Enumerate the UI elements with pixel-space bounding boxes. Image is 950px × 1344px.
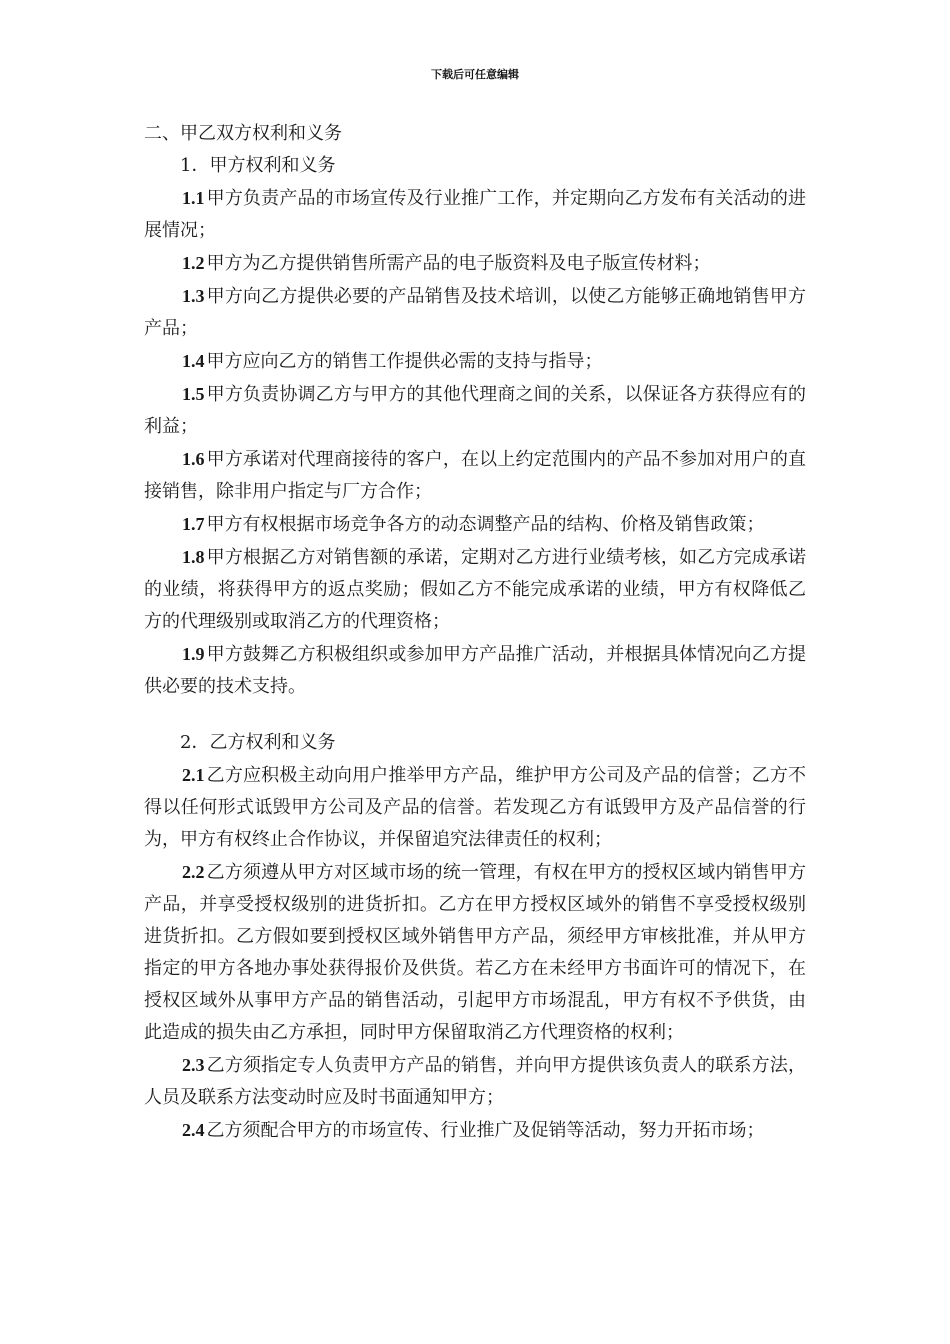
- clause-text: 乙方须遵从甲方对区域市场的统一管理，有权在甲方的授权区域内销售甲方产品，并享受授权级别的进货折扣。乙方在甲方授权区域外的销售不享受授权级别进货折扣。乙方假如要到授权区域外销售甲方产品，须经甲方审核批准，并从甲方指定的甲方各地办事处获得报价及供货。若乙方在未经甲方书面许可的情况下，在授权区域外从事甲方产品的销售活动，引起甲方市场混乱，甲方有权不予供货，由此造成的损失由乙方承担，同时甲方保留取消乙方代理资格的权利；: [144, 862, 806, 1043]
- clause-number: 1.8: [182, 547, 205, 567]
- clause-number: 1.3: [182, 286, 205, 306]
- clause-text: 乙方应积极主动向用户推举甲方产品，维护甲方公司及产品的信誉；乙方不得以任何形式诋毁甲方公司及产品的信誉。若发现乙方有诋毁甲方及产品信誉的行为，甲方有权终止合作协议，并保留追究法律责任的权利；: [144, 765, 806, 850]
- clause-number: 2.3: [182, 1055, 205, 1075]
- section-spacer: [144, 703, 806, 727]
- clause-2-2: [144, 856, 806, 1049]
- page-header: 下载后可任意编辑: [431, 68, 519, 81]
- clause-text: 甲方承诺对代理商接待的客户，在以上约定范围内的产品不参加对用户的直接销售，除非用户指定与厂方合作；: [144, 449, 806, 502]
- part1-heading: 1．甲方权利和义务: [180, 155, 336, 176]
- clause-number: 2.1: [182, 765, 205, 785]
- clause-text: 甲方根据乙方对销售额的承诺，定期对乙方进行业绩考核，如乙方完成承诺的业绩，将获得甲方的返点奖励；假如乙方不能完成承诺的业绩，甲方有权降低乙方的代理级别或取消乙方的代理资格；: [144, 547, 806, 632]
- clause-1-5: [144, 378, 806, 443]
- clause-text: 甲方应向乙方的销售工作提供必需的支持与指导；: [206, 351, 603, 372]
- clause-number: 1.7: [182, 514, 205, 534]
- document-body: [144, 118, 806, 1147]
- clause-number: 1.9: [182, 644, 205, 664]
- clause-text: 甲方有权根据市场竞争各方的动态调整产品的结构、价格及销售政策；: [206, 514, 765, 535]
- clause-1-1: [144, 182, 806, 247]
- clause-text: 甲方向乙方提供必要的产品销售及技术培训，以使乙方能够正确地销售甲方产品；: [144, 286, 806, 339]
- clause-2-3: [144, 1049, 806, 1114]
- clause-number: 1.6: [182, 449, 205, 469]
- clause-1-8: [144, 541, 806, 638]
- clause-2-4: [144, 1114, 806, 1147]
- part2-heading: 2．乙方权利和义务: [180, 732, 336, 753]
- clause-text: 甲方鼓舞乙方积极组织或参加甲方产品推广活动，并根据具体情况向乙方提供必要的技术支持。: [144, 644, 806, 697]
- clause-text: 乙方须指定专人负责甲方产品的销售，并向甲方提供该负责人的联系方法，人员及联系方法变动时应及时书面通知甲方；: [144, 1055, 806, 1108]
- clause-number: 1.5: [182, 384, 205, 404]
- clause-text: 甲方负责协调乙方与甲方的其他代理商之间的关系，以保证各方获得应有的利益；: [144, 384, 806, 437]
- clause-number: 1.2: [182, 253, 205, 273]
- clause-1-9: [144, 638, 806, 703]
- clause-1-4: [144, 345, 806, 378]
- clause-1-7: [144, 508, 806, 541]
- clause-1-3: [144, 280, 806, 345]
- clause-1-6: [144, 443, 806, 508]
- clause-number: 2.4: [182, 1120, 205, 1140]
- clause-text: 甲方负责产品的市场宣传及行业推广工作，并定期向乙方发布有关活动的进展情况；: [144, 188, 806, 241]
- section-title: 二、甲乙双方权利和义务: [144, 123, 342, 144]
- clause-number: 1.1: [182, 188, 205, 208]
- clause-number: 2.2: [182, 862, 205, 882]
- clause-text: 甲方为乙方提供销售所需产品的电子版资料及电子版宣传材料；: [206, 253, 711, 274]
- clause-2-1: [144, 759, 806, 856]
- clause-1-2: [144, 247, 806, 280]
- clause-text: 乙方须配合甲方的市场宣传、行业推广及促销等活动，努力开拓市场；: [206, 1120, 765, 1141]
- clause-number: 1.4: [182, 351, 205, 371]
